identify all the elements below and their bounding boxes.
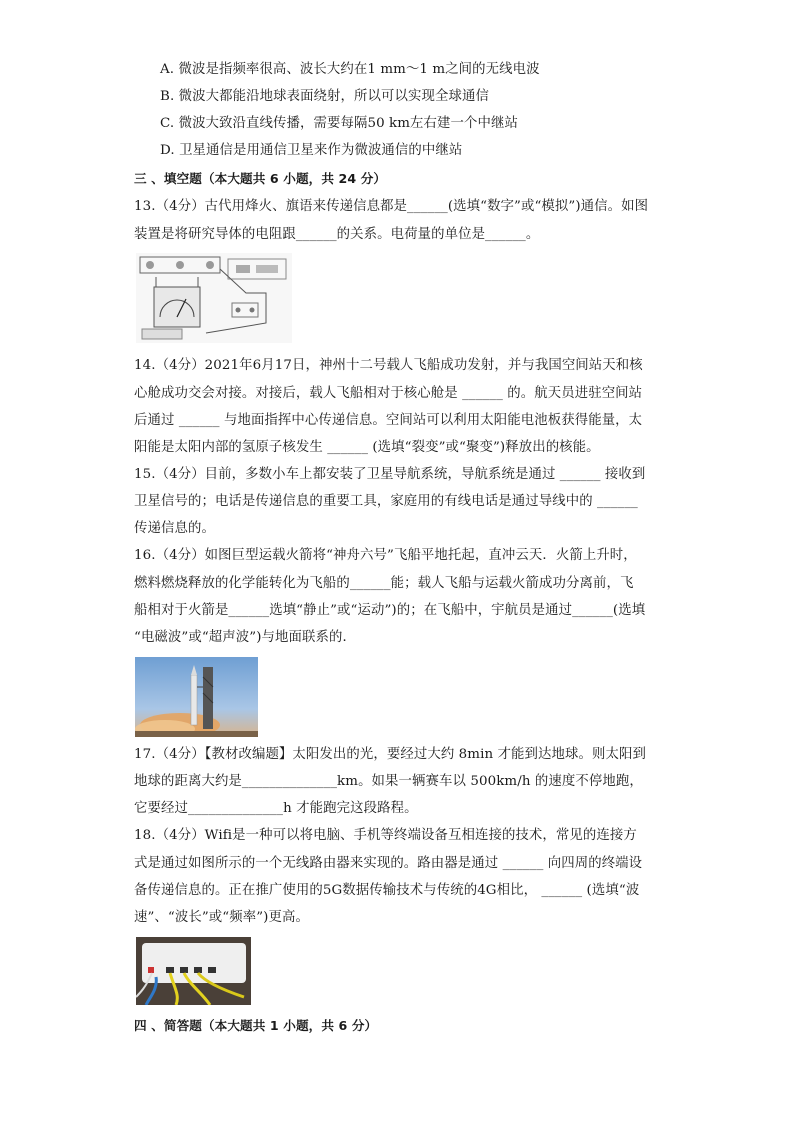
question-17-line-2: 地球的距离大约是______________km。如果一辆赛车以 500km/h 的速度不停地跑， — [134, 774, 643, 789]
question-15-line-2: 卫星信号的；电话是传递信息的重要工具，家庭用的有线电话是通过导线中的 ______ — [134, 494, 638, 509]
option-b: B. 微波大都能沿地球表面绕射，所以可以实现全球通信 — [160, 89, 489, 104]
question-17-line-1: 17.（4分）【教材改编题】太阳发出的光，要经过大约 8min 才能到达地球。则太阳到 — [134, 747, 646, 762]
question-15-line-1: 15.（4分）目前，多数小车上都安装了卫星导航系统，导航系统是通过 ______ 接收到 — [134, 467, 646, 482]
rocket-launch-photo — [135, 657, 258, 737]
question-16-line-2: 燃料燃烧释放的化学能转化为飞船的______能；载人飞船与运载火箭成功分离前，飞 — [134, 576, 634, 591]
question-18-line-3: 备传递信息的。正在推广使用的5G数据传输技术与传统的4G相比， ______ (选填“波 — [134, 883, 640, 898]
question-13-line-2: 装置是将研究导体的电阻跟______的关系。电荷量的单位是______。 — [134, 227, 540, 242]
section-heading-fill-in: 三 、填空题（本大题共 6 小题，共 24 分） — [134, 171, 387, 186]
question-16-line-4: “电磁波”或“超声波”)与地面联系的． — [134, 630, 356, 645]
section-heading-short-answer: 四 、简答题（本大题共 1 小题，共 6 分） — [134, 1018, 378, 1033]
option-c: C. 微波大致沿直线传播，需要每隔50 km左右建一个中继站 — [160, 116, 518, 131]
question-15-line-3: 传递信息的。 — [134, 521, 215, 536]
question-16-line-1: 16.（4分）如图巨型运载火箭将“神舟六号”飞船平地托起，直冲云天．火箭上升时， — [134, 548, 637, 563]
question-14-line-1: 14.（4分）2021年6月17日，神州十二号载人飞船成功发射，并与我国空间站天和核 — [134, 358, 643, 373]
question-14-line-3: 后通过 ______ 与地面指挥中心传递信息。空间站可以利用太阳能电池板获得能量，太 — [134, 413, 643, 428]
question-14-line-4: 阳能是太阳内部的氢原子核发生 ______ (选填“裂变”或“聚变”)释放出的核能。 — [134, 440, 600, 455]
question-16-line-3: 船相对于火箭是______选填“静止”或“运动”)的；在飞船中，宇航员是通过______(选填 — [134, 603, 646, 618]
resistance-experiment-figure — [136, 253, 292, 343]
wireless-router-photo — [136, 937, 251, 1005]
question-13-line-1: 13.（4分）古代用烽火、旗语来传递信息都是______(选填“数字”或“模拟”)通信。如图 — [134, 199, 649, 214]
question-14-line-2: 心舱成功交会对接。对接后，载人飞船相对于核心舱是 ______ 的。航天员进驻空间站 — [134, 386, 643, 401]
option-a: A. 微波是指频率很高、波长大约在1 mm～1 m之间的无线电波 — [160, 62, 540, 77]
question-18-line-1: 18.（4分）Wifi是一种可以将电脑、手机等终端设备互相连接的技术，常见的连接方 — [134, 828, 637, 843]
question-18-line-4: 速”、“波长”或“频率”)更高。 — [134, 910, 309, 925]
question-17-line-3: 它要经过______________h 才能跑完这段路程。 — [134, 801, 418, 816]
option-d: D. 卫星通信是用通信卫星来作为微波通信的中继站 — [160, 143, 463, 158]
question-18-line-2: 式是通过如图所示的一个无线路由器来实现的。路由器是通过 ______ 向四周的终端设 — [134, 856, 643, 871]
